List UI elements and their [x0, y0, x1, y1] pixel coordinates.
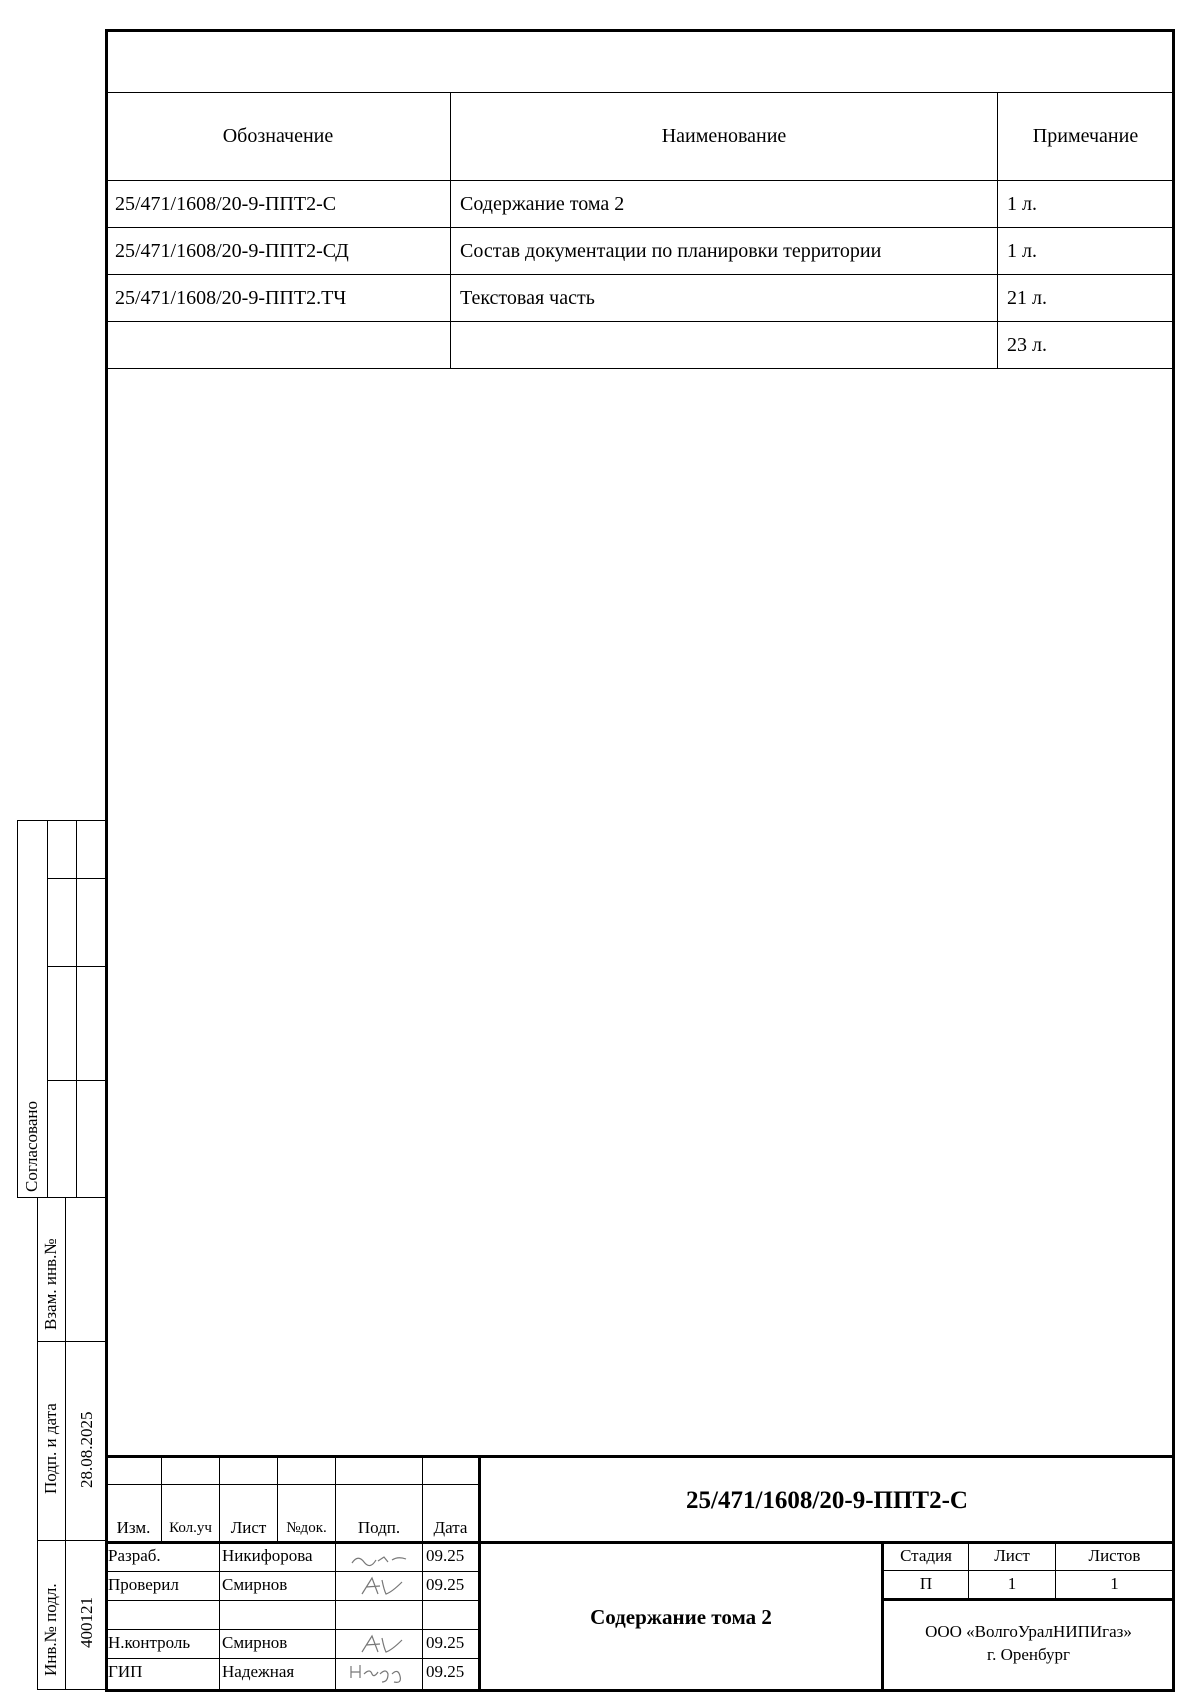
orig-inv-value: 400121: [77, 1597, 96, 1648]
replace-inv-label: Взам. инв.№: [41, 1238, 60, 1330]
row-1-note: 1 л.: [1007, 193, 1037, 215]
col-kol-uch: Кол.уч: [169, 1520, 212, 1536]
signature-4: [358, 1632, 408, 1656]
col-sign: Подп.: [357, 1518, 401, 1537]
row-1-code: 25/471/1608/20-9-ППТ2-С: [115, 193, 337, 215]
sign-date-value: 28.08.2025: [77, 1411, 96, 1488]
col-izm: Изм.: [116, 1518, 151, 1537]
row-3-note: 21 л.: [1007, 287, 1047, 309]
signer-4-name: Смирнов: [222, 1633, 288, 1652]
sheets-label: Листов: [1088, 1546, 1141, 1565]
signer-1-name: Никифорова: [222, 1546, 313, 1565]
row-1-name: Содержание тома 2: [460, 193, 625, 215]
col-list: Лист: [230, 1518, 267, 1537]
col-date: Дата: [433, 1518, 468, 1537]
stage-value: П: [919, 1574, 933, 1593]
signer-4-date: 09.25: [426, 1633, 465, 1652]
orig-inv-label: Инв.№ подл.: [41, 1583, 60, 1676]
row-3-name: Текстовая часть: [460, 287, 595, 309]
sheets-value: 1: [1110, 1574, 1119, 1593]
sheet-label: Лист: [994, 1546, 1030, 1565]
row-2-code: 25/471/1608/20-9-ППТ2-СД: [115, 240, 349, 262]
signer-5-name: Надежная: [222, 1662, 295, 1681]
signer-1-date: 09.25: [426, 1546, 465, 1565]
row-total-note: 23 л.: [1007, 334, 1047, 356]
org-city: г. Оренбург: [987, 1645, 1070, 1664]
header-note: Примечание: [1032, 125, 1139, 147]
row-3-code: 25/471/1608/20-9-ППТ2.ТЧ: [115, 287, 347, 309]
org-name: ООО «ВолгоУралНИПИгаз»: [925, 1622, 1132, 1641]
stage-label: Стадия: [900, 1546, 952, 1565]
col-doc-no: №док.: [286, 1520, 327, 1536]
signature-2: [358, 1574, 408, 1598]
signer-2-name: Смирнов: [222, 1575, 288, 1594]
signer-2-role: Проверил: [108, 1575, 179, 1594]
header-name: Наименование: [661, 125, 787, 147]
signer-4-role: Н.контроль: [108, 1633, 191, 1652]
signer-1-role: Разраб.: [108, 1546, 161, 1565]
signer-5-date: 09.25: [426, 1662, 465, 1681]
sign-date-label: Подп. и дата: [41, 1403, 60, 1494]
doc-code: 25/471/1608/20-9-ППТ2-С: [686, 1487, 968, 1514]
signer-5-role: ГИП: [108, 1662, 143, 1681]
agreed-label: Согласовано: [22, 1101, 41, 1192]
row-2-note: 1 л.: [1007, 240, 1037, 262]
row-2-name: Состав документации по планировки территории: [460, 240, 882, 262]
signature-1: [350, 1548, 410, 1570]
signer-2-date: 09.25: [426, 1575, 465, 1594]
drawing-frame: [105, 29, 1175, 1692]
doc-title: Содержание тома 2: [590, 1605, 772, 1629]
signature-5: [348, 1660, 410, 1684]
header-designation: Обозначение: [222, 125, 334, 147]
sheet-value: 1: [1007, 1574, 1017, 1593]
